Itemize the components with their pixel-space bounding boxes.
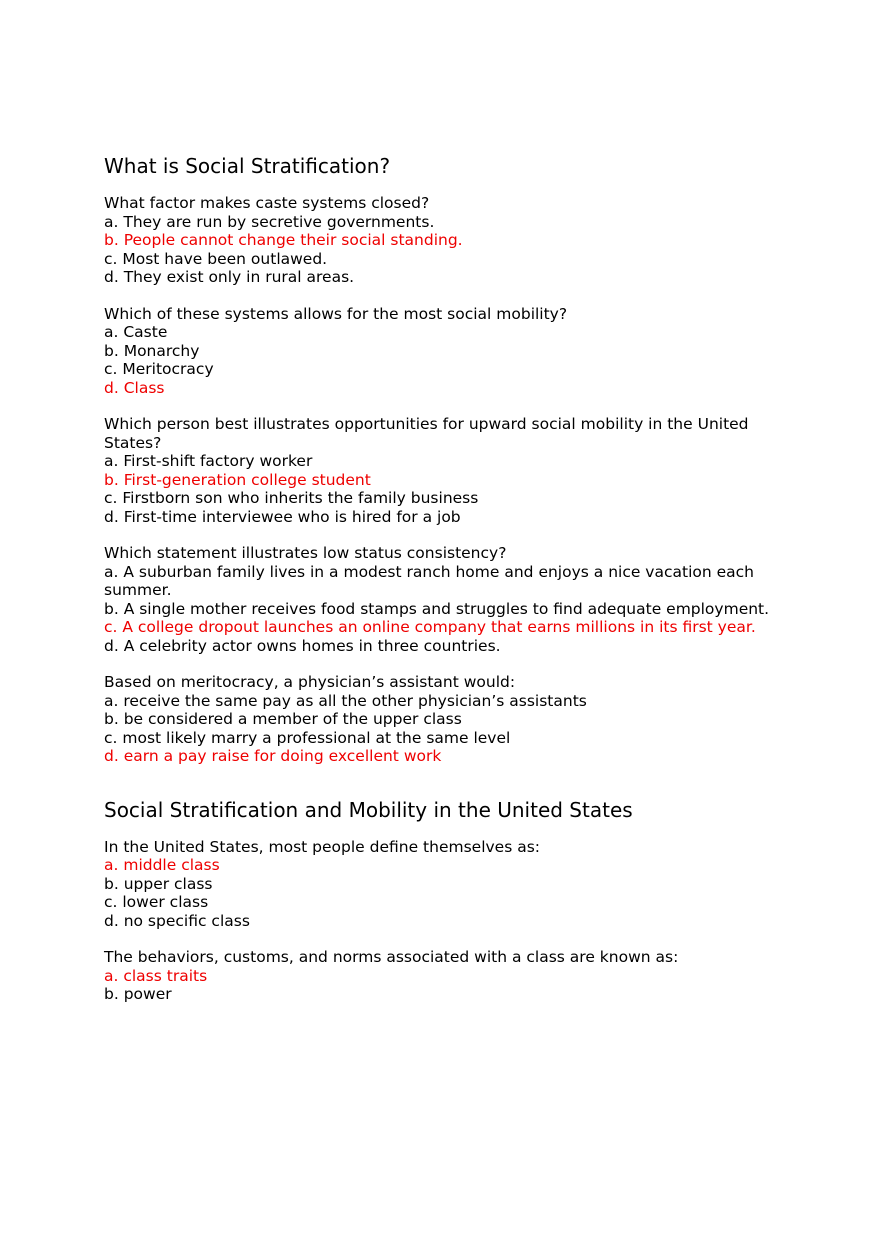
section-stratification-and-mobility-us <box>104 796 794 1004</box>
section-title: Social Stratification and Mobility in the United States <box>104 797 633 822</box>
question-2 <box>104 305 794 398</box>
question-1 <box>104 194 794 287</box>
question-text: Based on meritocracy, a physician’s assistant would: <box>104 673 516 691</box>
question-4 <box>104 544 794 655</box>
option: b. be considered a member of the upper class <box>104 710 462 728</box>
option: d. no specific class <box>104 911 250 930</box>
option-correct: a. class traits <box>104 966 208 985</box>
option: a. First-shift factory worker <box>104 452 313 470</box>
option: a. A suburban family lives in a modest ranch home and enjoys a nice vacation each summer. <box>104 562 754 599</box>
option: d. They exist only in rural areas. <box>104 268 355 286</box>
option: a. receive the same pay as all the other physician’s assistants <box>104 691 587 710</box>
option: b. upper class <box>104 874 213 893</box>
option: c. Meritocracy <box>104 360 214 378</box>
option: c. lower class <box>104 893 209 911</box>
option: a. Caste <box>104 323 168 341</box>
section-title: What is Social Stratification? <box>104 154 391 178</box>
option-correct: b. First-generation college student <box>104 470 371 489</box>
option-correct: b. People cannot change their social standing. <box>104 231 463 249</box>
option-correct: d. Class <box>104 378 165 397</box>
option-correct: d. earn a pay raise for doing excellent work <box>104 747 442 765</box>
question-text: Which of these systems allows for the most social mobility? <box>104 304 568 323</box>
option: c. Most have been outlawed. <box>104 249 328 268</box>
option: b. Monarchy <box>104 341 200 360</box>
question-text: Which statement illustrates low status consistency? <box>104 544 507 562</box>
question-3 <box>104 415 794 526</box>
option: d. A celebrity actor owns homes in three countries. <box>104 636 501 655</box>
question-5 <box>104 673 794 766</box>
question-7 <box>104 948 794 1004</box>
option: b. power <box>104 985 172 1003</box>
question-text: In the United States, most people define themselves as: <box>104 837 541 856</box>
option: b. A single mother receives food stamps and struggles to find adequate employment. <box>104 599 770 618</box>
option-correct: c. A college dropout launches an online company that earns millions in its first year. <box>104 618 756 636</box>
section-what-is-social-stratification <box>104 152 794 766</box>
document-page <box>104 152 794 1034</box>
question-text: The behaviors, customs, and norms associated with a class are known as: <box>104 948 679 966</box>
question-6 <box>104 838 794 931</box>
option-correct: a. middle class <box>104 856 220 874</box>
question-text: What factor makes caste systems closed? <box>104 194 430 212</box>
question-text: Which person best illustrates opportunities for upward social mobility in the United States? <box>104 415 749 452</box>
option: c. Firstborn son who inherits the family business <box>104 489 479 507</box>
option: a. They are run by secretive governments. <box>104 212 435 231</box>
option: d. First-time interviewee who is hired for a job <box>104 507 461 526</box>
option: c. most likely marry a professional at the same level <box>104 728 511 747</box>
